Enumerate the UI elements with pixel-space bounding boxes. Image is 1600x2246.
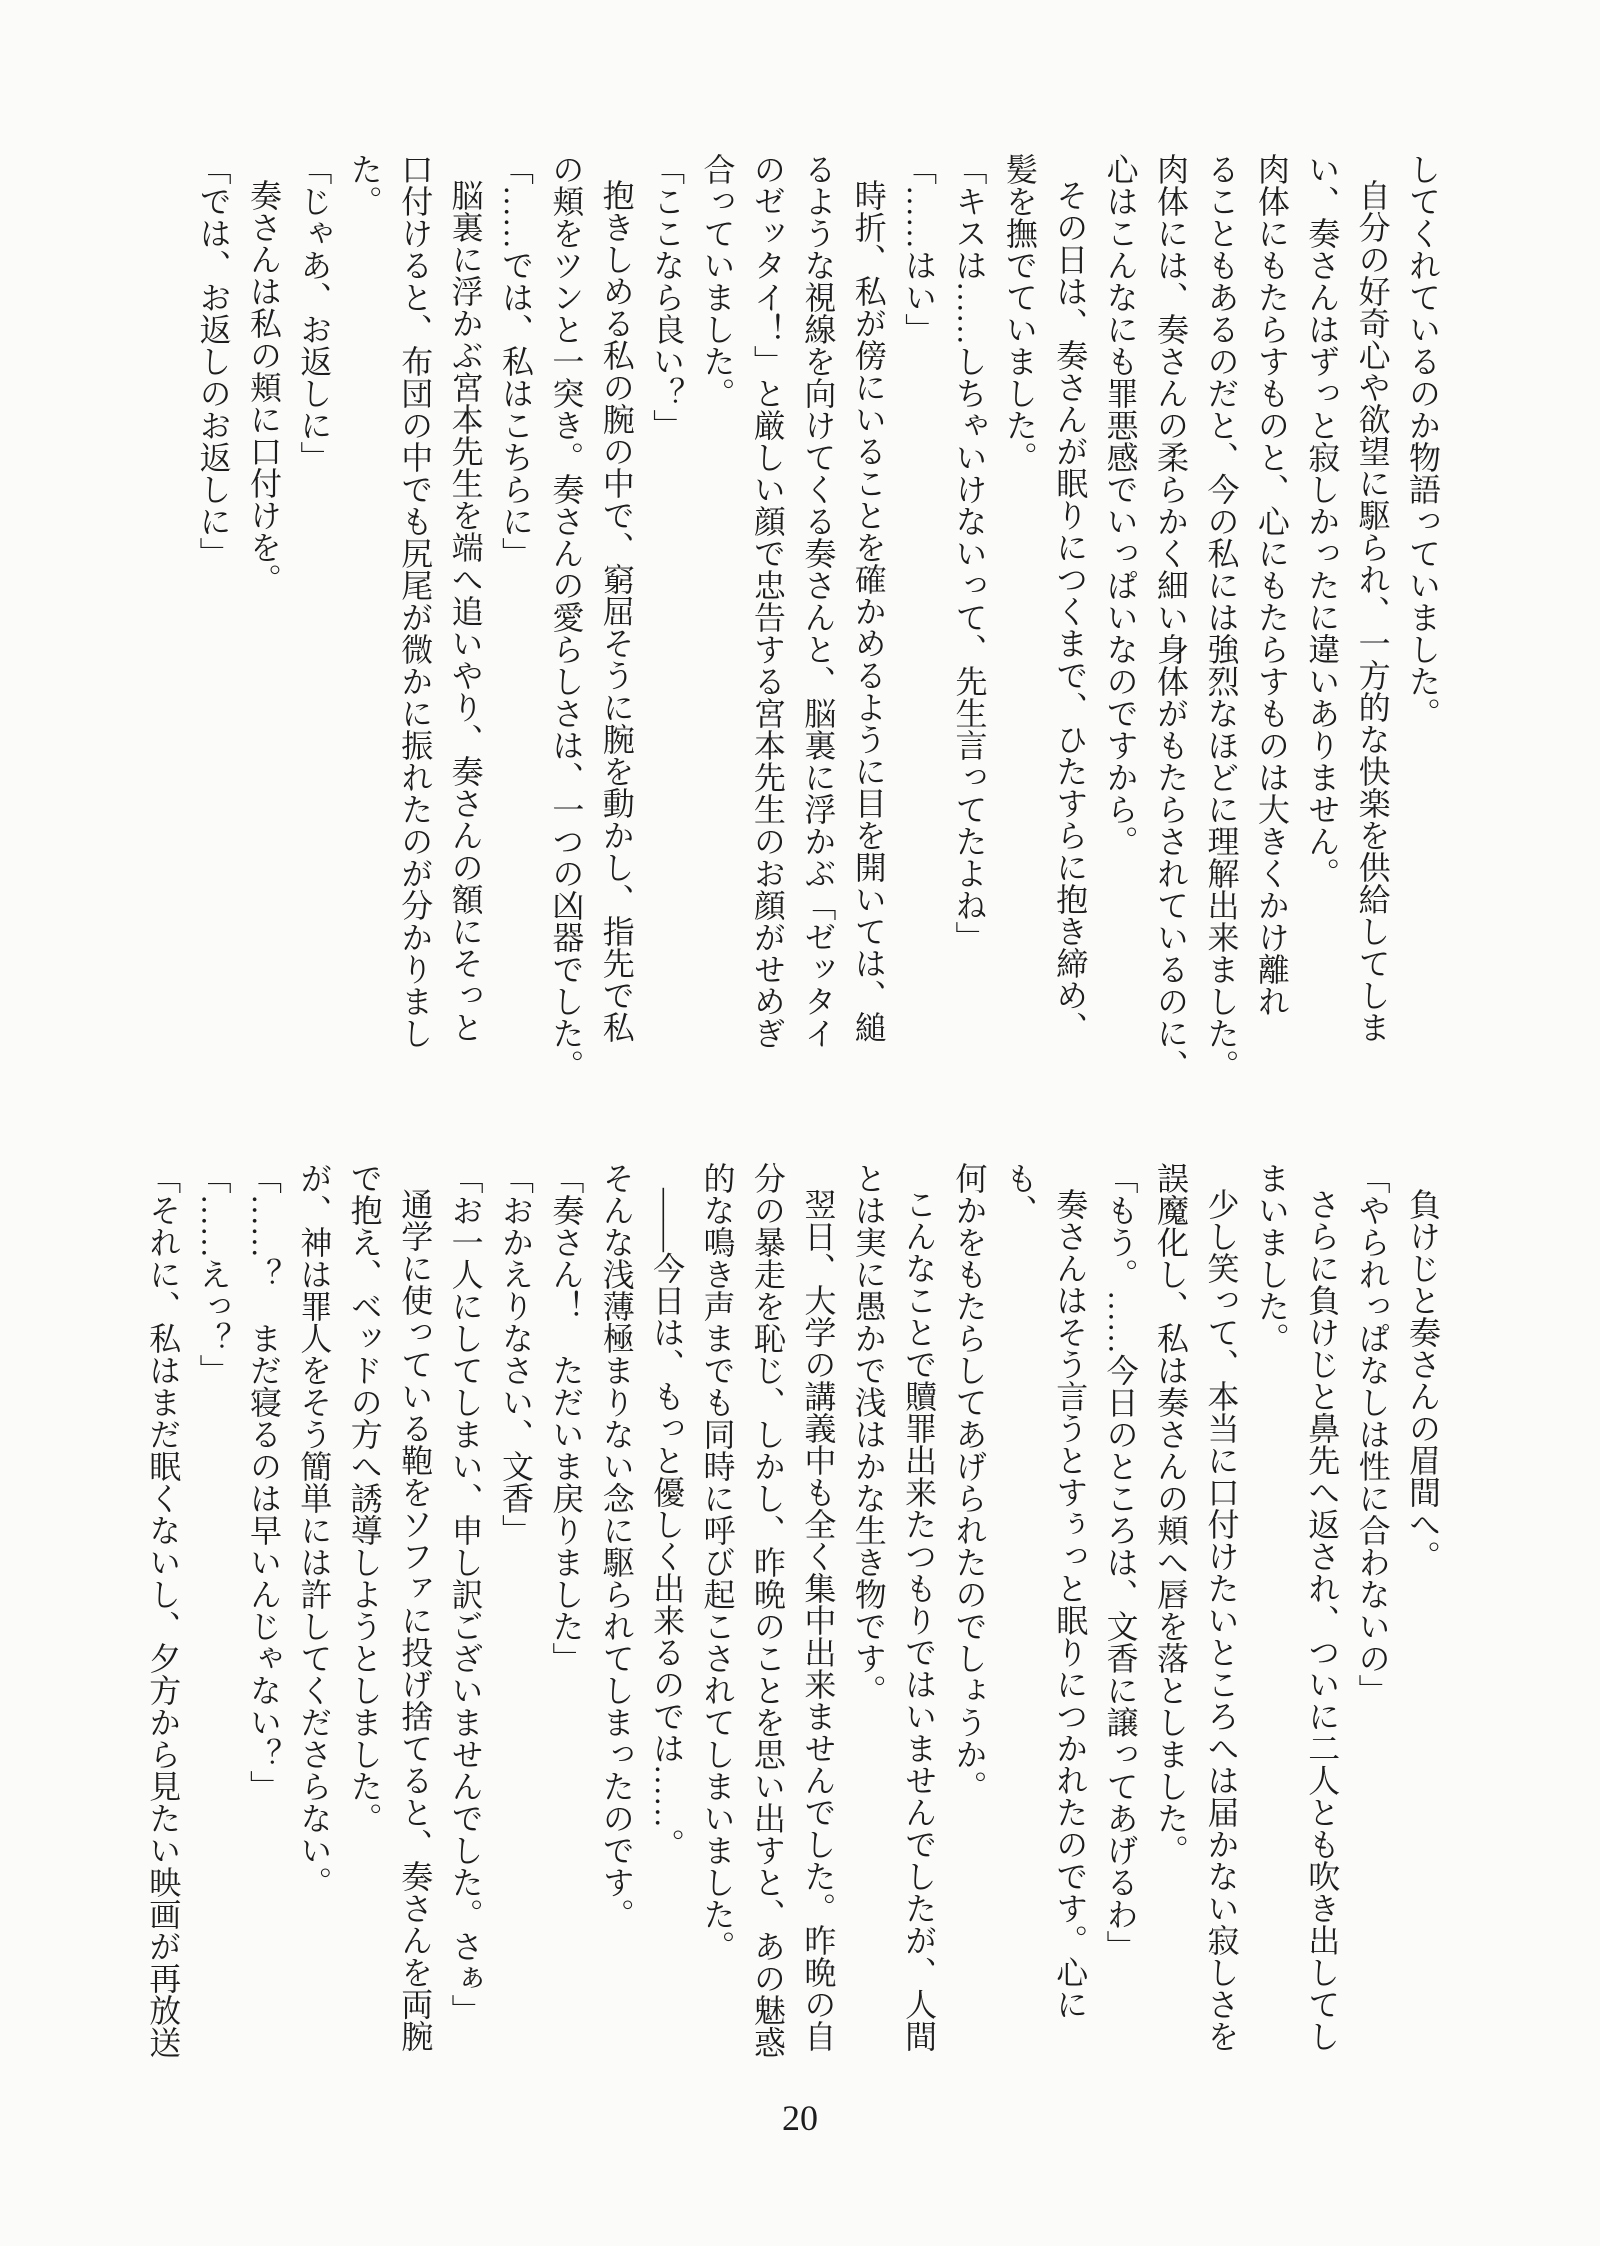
text-line: 通学に使っている鞄をソファに投げ捨てると、奏さんを両腕	[397, 1187, 434, 2052]
text-line: とは実に愚かで浅はかな生き物です。	[850, 1162, 887, 1706]
text-line: 「お一人にしてしまい、申し訳ございませんでした。さぁ」	[447, 1162, 484, 2026]
text-line: ることもあるのだと、今の私には強烈なほどに理解出来ました。	[1203, 153, 1240, 1081]
text-line: そんな浅薄極まりない念に駆られてしまったのです。	[598, 1162, 635, 1930]
text-line: 心はこんなにも罪悪感でいっぱいなのですから。	[1102, 153, 1139, 857]
text-line: 「では、お返しのお返しに」	[195, 153, 232, 569]
text-line: で抱え、ベッドの方へ誘導しようとしました。	[346, 1162, 383, 1834]
text-line: 何かをもたらしてあげられたのでしょうか。	[951, 1162, 988, 1802]
text-line: 「おかえりなさい、文香」	[497, 1162, 534, 1546]
text-line: 「やられっぱなしは性に合わないの」	[1354, 1162, 1391, 1706]
text-line: 「もう。……今日のところは、文香に譲ってあげるわ」	[1102, 1162, 1139, 1962]
text-line: 肉体にもたらすものと、心にもたらすものは大きくかけ離れ	[1253, 153, 1290, 1017]
text-line: 脳裏に浮かぶ宮本先生を端へ追いやり、奏さんの額にそっと	[447, 178, 484, 1043]
text-line: 誤魔化し、私は奏さんの頬へ唇を落としました。	[1153, 1162, 1190, 1866]
text-line: が、神は罪人をそう簡単には許してくださらない。	[296, 1162, 333, 1898]
text-line: 「奏さん！ ただいま戻りました」	[548, 1162, 585, 1674]
text-line: 「……えっ？」	[195, 1162, 232, 1386]
text-line: 「……？ まだ寝るのは早いんじゃない？」	[246, 1162, 283, 1802]
text-line: の頬をツンと一突き。奏さんの愛らしさは、一つの凶器でした。	[548, 153, 585, 1081]
text-block-top	[188, 153, 1448, 1093]
text-line: い、奏さんはずっと寂しかったに違いありません。	[1304, 153, 1341, 889]
text-line: 的な鳴き声までも同時に呼び起こされてしまいました。	[699, 1162, 736, 1962]
text-line: 自分の好奇心や欲望に駆られ、一方的な快楽を供給してしま	[1354, 178, 1391, 1043]
text-block-bottom	[138, 1162, 1448, 2082]
text-line: 肉体には、奏さんの柔らかく細い身体がもたらされているのに、	[1153, 153, 1190, 1081]
text-line: 負けじと奏さんの眉間へ。	[1405, 1187, 1441, 1572]
text-line: 時折、私が傍にいることを確かめるように目を開いては、縋	[850, 178, 887, 1043]
text-line: 口付けると、布団の中でも尻尾が微かに振れたのが分かりまし	[397, 153, 434, 1049]
text-line: た。	[346, 153, 383, 217]
text-line: さらに負けじと鼻先へ返され、ついに二人とも吹き出してし	[1304, 1187, 1341, 2052]
text-line: 「じゃあ、お返しに」	[296, 153, 333, 473]
text-line: のゼッタイ！」と厳しい顔で忠告する宮本先生のお顔がせめぎ	[749, 153, 786, 1049]
text-line: 合っていました。	[699, 153, 736, 409]
page-number: 20	[782, 2098, 818, 2138]
text-line: 抱きしめる私の腕の中で、窮屈そうに腕を動かし、指先で私	[598, 178, 635, 1043]
text-line: るような視線を向けてくる奏さんと、脳裏に浮かぶ「ゼッタイ	[800, 153, 837, 1049]
text-line: 奏さんは私の頬に口付けを。	[246, 178, 283, 595]
text-line: 「……では、私はこちらに」	[497, 153, 534, 569]
text-line: 「キスは……しちゃいけないって、先生言ってたよね」	[951, 153, 988, 953]
text-line: 「……はい」	[901, 153, 938, 345]
text-line: こんなことで贖罪出来たつもりではいませんでしたが、人間	[901, 1187, 938, 2052]
text-line: してくれているのか物語っていました。	[1405, 153, 1441, 729]
text-line: 少し笑って、本当に口付けたいところへは届かない寂しさを	[1203, 1187, 1240, 2052]
text-line: 髪を撫でていました。	[1001, 153, 1038, 473]
text-line: 翌日、大学の講義中も全く集中出来ませんでした。昨晩の自	[800, 1187, 837, 2052]
text-line: ――今日は、もっと優しく出来るのでは……。	[649, 1187, 686, 1860]
text-line: その日は、奏さんが眠りにつくまで、ひたすらに抱き締め、	[1052, 178, 1089, 1043]
text-line: 「それに、私はまだ眠くないし、夕方から見たい映画が再放送	[145, 1162, 182, 2058]
text-line: 分の暴走を恥じ、しかし、昨晩のことを思い出すと、あの魅惑	[749, 1162, 786, 2058]
text-line: まいました。	[1253, 1162, 1290, 1354]
text-line: 「ここなら良い？」	[649, 153, 686, 441]
text-line: 奏さんはそう言うとすぅっと眠りにつかれたのです。心にも、	[1001, 1162, 1089, 2020]
